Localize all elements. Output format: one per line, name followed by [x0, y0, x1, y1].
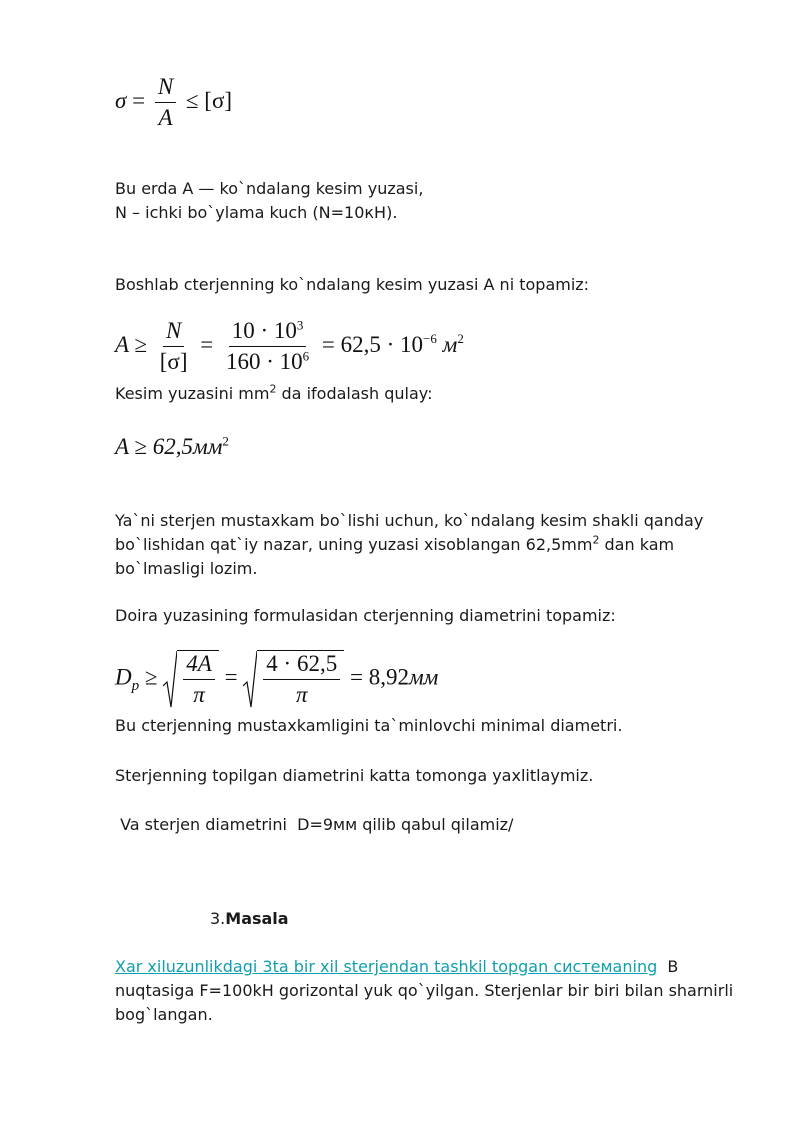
problem-statement: Xar xiluzunlikdagi 3ta bir xil sterjendan tashkil topgan системaning B nuqtasiga F=100kH gorizontal yuk qo`yilgan. Sterjenlar bir biri bilan sharnirli bog`langan.	[115, 957, 734, 1024]
section-heading: 3.Masala	[210, 909, 289, 928]
step-find-diameter: Doira yuzasining formulasidan cterjenning diametrini topamiz:	[115, 606, 616, 625]
radical-sign-icon	[163, 650, 177, 708]
note-minimal-diameter: Bu cterjenning mustaxkamligini ta`minlovchi minimal diametri.	[115, 716, 623, 735]
radical-sign-icon	[243, 650, 257, 708]
fraction-n-over-sigma: $\frac{N}{[\sigma]}$	[159, 318, 188, 374]
formula-area-mm: $A \ge 62,5мм^2$	[115, 433, 229, 459]
fraction-n-over-a: $\frac{N}{A}$	[155, 74, 176, 131]
step-find-area: Boshlab cterjenning ko`ndalang kesim yuzasi A ni topamiz:	[115, 275, 590, 294]
mm-note: Kesim yuzasini $mm^2$ da ifodalash qulay:	[115, 382, 433, 403]
problem-link[interactable]: Xar xiluzunlikdagi 3ta bir xil sterjendan tashkil topgan системaning	[115, 957, 658, 976]
definition-force: N – ichki bo`ylama kuch (N=10кН).	[115, 203, 398, 222]
rounding-text: Sterjenning topilgan diametrini katta tomonga yaxlitlaymiz.	[115, 766, 594, 785]
definition-area: Bu erda A — ko`ndalang kesim yuzasi,	[115, 179, 424, 198]
sigma-symbol: σ	[115, 87, 127, 113]
formula-stress-condition: σ = $\frac{N}{A}$ ≤ [σ]	[115, 74, 233, 130]
paragraph-strength: Ya`ni sterjen mustaxkam bo`lishi uchun, ko`ndalang kesim shakli qanday bo`lishidan qat`iy nazar, uning yuzasi xisoblangan $62,5mm^2$ dan kam bo`lmasligi lozim.	[115, 511, 704, 578]
sqrt-4a-over-pi: $\frac{4A}{\pi}$	[163, 650, 219, 708]
fraction-numeric: $\frac{10 \cdot 10^3}{160 \cdot 10^6}$	[225, 317, 310, 374]
accept-text: Va sterjen diametrini D=9мм qilib qabul qilamiz/	[115, 815, 514, 834]
sqrt-numeric: $\frac{4 \cdot 62,5}{\pi}$	[243, 650, 344, 708]
formula-area-calculation: A ≥ $\frac{N}{[\sigma]}$ = $\frac{10 \cdot 10^3}{160 \cdot 10^6}$ = $62,5 \cdot 10^{-6}$ $м^2$	[115, 317, 464, 374]
formula-diameter: $D_p$ ≥ $\frac{4A}{\pi}$ = $\frac{4 \cdot 62,5}{\pi}$ = 8,92мм	[115, 651, 439, 707]
